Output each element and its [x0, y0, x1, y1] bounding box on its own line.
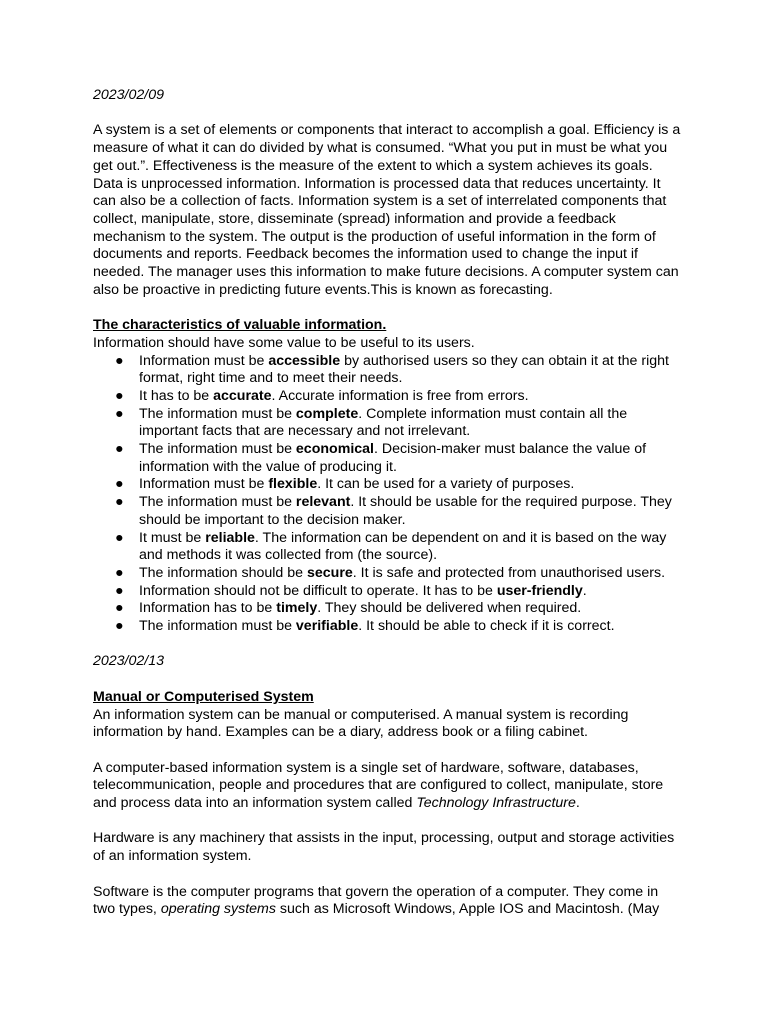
intro-paragraph: A system is a set of elements or components that interact to accomplish a goal. Efficiency is a measure of what it can do divided by what is consumed. “What you put in must be what you get out.”. Effectiveness is the measure of the extent to which a system achieves its goals. Data is unprocessed information. Information is processed data that reduces uncertainty. It can also be a collection of facts. Information system is a set of interrelated components that collect, manipulate, store, disseminate (spread) information and provide a feedback mechanism to the system. The output is the production of useful information in the form of documents and reports. Feedback becomes the information used to change the input if needed. The manager uses this information to make future decisions. A computer system can also be proactive in predicting future events.This is known as forecasting.	[93, 122, 681, 298]
list-item: ● The information should be secure. It is safe and protected from unauthorised users.	[115, 564, 666, 581]
list-item: ● Information must be accessible by authorised users so they can obtain it at the right format, right time and to meet their needs.	[115, 352, 669, 387]
bullet-icon: ●	[115, 387, 124, 404]
bullet-icon: ●	[115, 564, 124, 581]
spacer	[93, 813, 683, 831]
list-item: ● The information must be relevant. It should be usable for the required purpose. They should be important to the decision maker.	[115, 494, 672, 528]
manual-system-paragraph: An information system can be manual or computerised. A manual system is recording information by hand. Examples can be a diary, address book or a filing cabinet.	[93, 706, 629, 741]
list-item: ● Information must be flexible. It can be used for a variety of purposes.	[115, 476, 575, 493]
list-item: ● The information must be verifiable. It should be able to check if it is correct.	[115, 618, 615, 635]
spacer	[93, 299, 683, 317]
spacer	[93, 742, 683, 760]
list-item: ● Information should not be difficult to operate. It has to be user-friendly.	[115, 582, 587, 599]
list-item: ● It has to be accurate. Accurate information is free from errors.	[115, 387, 529, 404]
bullet-icon: ●	[115, 618, 124, 635]
list-item: ● The information must be economical. Decision-maker must balance the value of information with the value of producing it.	[115, 441, 647, 475]
spacer	[93, 866, 683, 884]
list-item: ● It must be reliable. The information can be dependent on and it is based on the way and methods it was collected from (the source).	[115, 529, 667, 564]
hardware-paragraph: Hardware is any machinery that assists in the input, processing, output and storage activities of an information system.	[93, 830, 675, 865]
list-item: ● Information has to be timely. They should be delivered when required.	[115, 600, 582, 617]
bullet-icon: ●	[115, 352, 124, 369]
computer-system-paragraph: A computer-based information system is a single set of hardware, software, databases, telecommunication, people and procedures that are configured to collect, manipulate, store and process data into an information system called Technology Infrastructure.	[93, 759, 664, 812]
section-heading: Manual or Computerised System	[93, 688, 314, 705]
document-body	[93, 87, 683, 919]
bullet-icon: ●	[115, 441, 124, 458]
spacer	[93, 105, 683, 123]
section-heading: The characteristics of valuable information.	[93, 317, 387, 334]
list-item: ● The information must be complete. Complete information must contain all the important facts that are necessary and not irrelevant.	[115, 405, 628, 440]
spacer	[93, 671, 683, 689]
bullet-icon: ●	[115, 600, 124, 617]
entry-date: 2023/02/09	[93, 87, 165, 103]
spacer	[93, 636, 683, 654]
entry-date: 2023/02/13	[93, 653, 165, 670]
bullet-icon: ●	[115, 476, 124, 493]
section-lead: Information should have some value to be useful to its users.	[93, 334, 475, 351]
software-paragraph: Software is the computer programs that govern the operation of a computer. They come in two types, operating systems such as Microsoft Windows, Apple IOS and Macintosh. (May	[93, 883, 660, 918]
characteristics-list	[93, 353, 683, 636]
bullet-icon: ●	[115, 405, 124, 422]
bullet-icon: ●	[115, 494, 124, 511]
bullet-icon: ●	[115, 529, 124, 546]
bullet-icon: ●	[115, 582, 124, 599]
